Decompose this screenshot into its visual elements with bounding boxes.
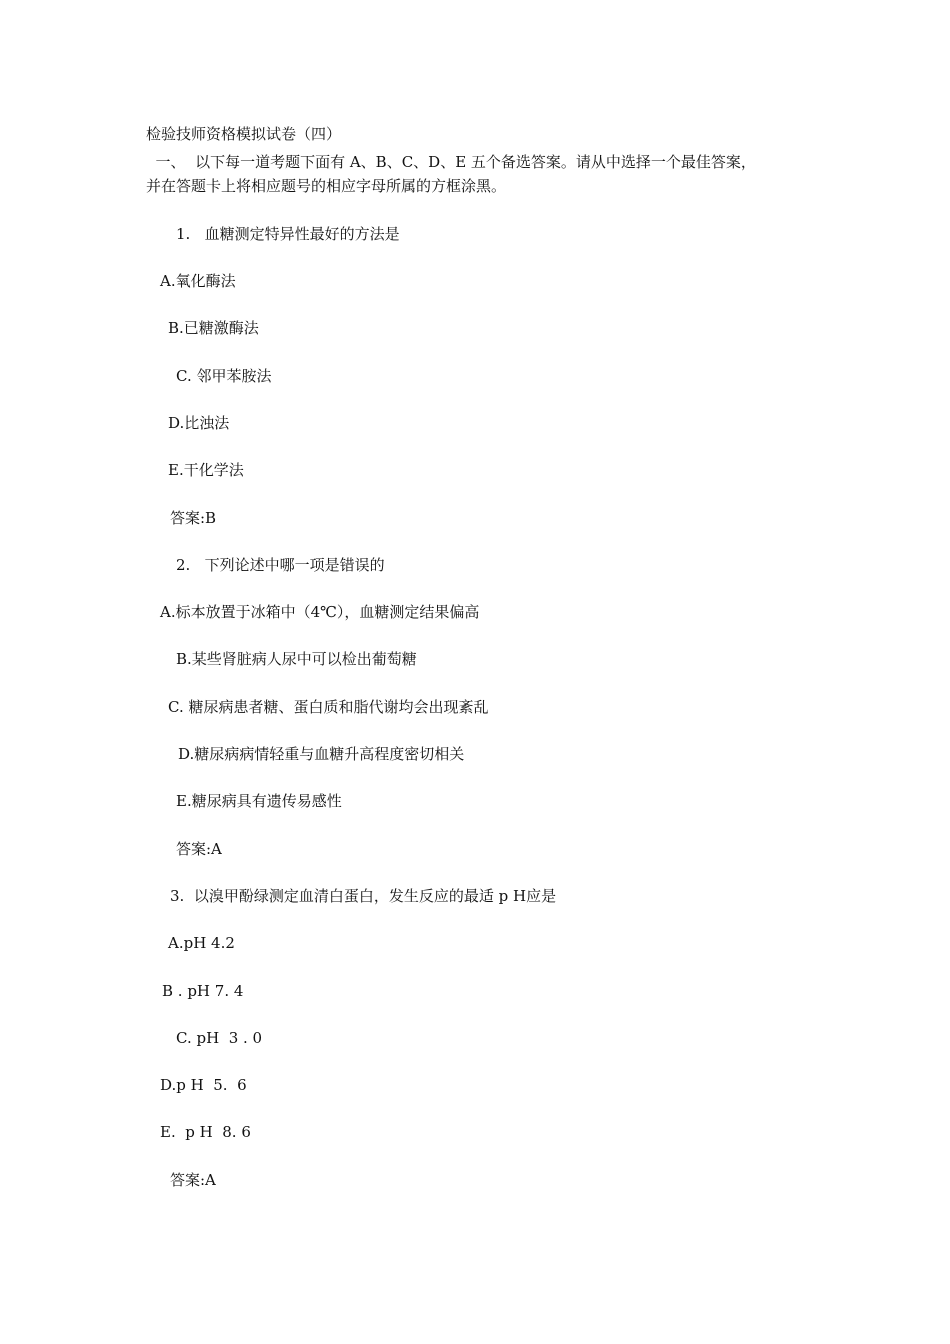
page-title: 检验技师资格模拟试卷（四） [146,125,342,143]
question-2-answer: 答案:A [176,840,222,858]
question-2-stem: 2. 下列论述中哪一项是错误的 [176,556,385,574]
question-1-option-a: A.氧化酶法 [160,272,236,290]
question-2-option-b: B.某些肾脏病人尿中可以检出葡萄糖 [176,650,417,668]
question-2-option-a: A.标本放置于冰箱中（4℃），血糖测定结果偏高 [160,603,480,621]
question-3-option-e: E. p H 8. 6 [160,1123,251,1141]
question-3-answer: 答案:A [170,1171,216,1189]
instructions-line-1: 一、 以下每一道考题下面有 A、B、C、D、E 五个备选答案。请从中选择一个最佳答案， [146,153,756,171]
question-3-option-d: D.p H 5. 6 [160,1076,247,1094]
question-2-option-e: E.糖尿病具有遗传易感性 [176,792,342,810]
question-3-stem: 3. 以溴甲酚绿测定血清白蛋白，发生反应的最适 p H应是 [170,887,557,905]
question-1-option-d: D.比浊法 [168,414,230,432]
question-1-option-b: B.已糖激酶法 [168,319,259,337]
question-1-stem: 1. 血糖测定特异性最好的方法是 [176,225,400,243]
question-1-option-e: E.干化学法 [168,461,244,479]
question-2-option-d: D.糖尿病病情轻重与血糖升高程度密切相关 [178,745,465,763]
question-1-answer: 答案:B [170,509,217,527]
question-1-option-c: C. 邻甲苯胺法 [176,367,272,385]
question-2-option-c: C. 糖尿病患者糖、蛋白质和脂代谢均会出现紊乱 [168,698,489,716]
question-3-option-a: A.pH 4.2 [168,934,235,952]
question-3-option-b: B . pH 7. 4 [162,982,244,1000]
question-3-option-c: C. pH 3 . 0 [176,1029,263,1047]
instructions-line-2: 并在答题卡上将相应题号的相应字母所属的方框涂黑。 [146,177,507,195]
